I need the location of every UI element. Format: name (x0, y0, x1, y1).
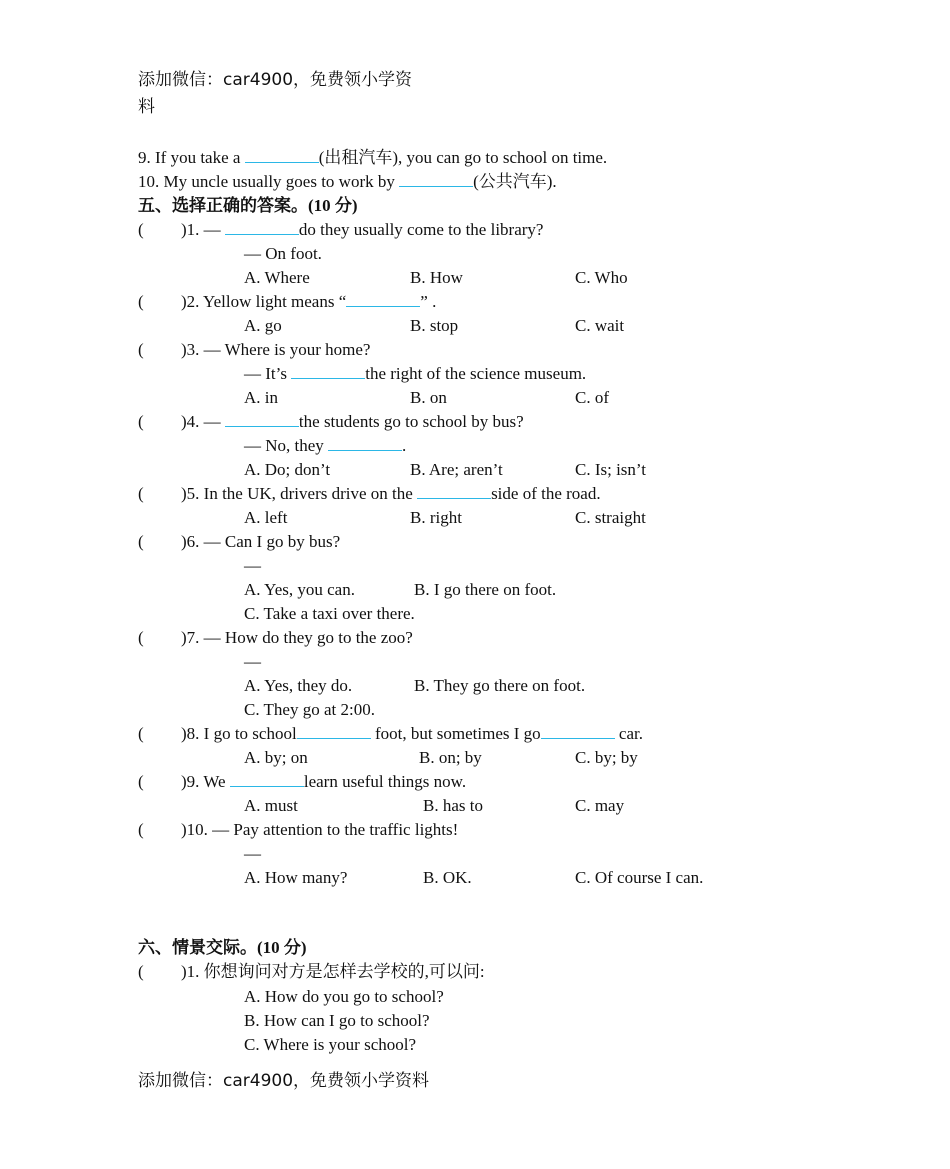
answer-blank[interactable] (328, 436, 402, 451)
option-b[interactable]: B. Are; aren’t (410, 460, 503, 479)
option-a[interactable]: A. Where (244, 268, 310, 287)
answer-blank[interactable] (399, 172, 473, 187)
option-b[interactable]: B. on (410, 388, 447, 407)
response-text: . (402, 436, 407, 455)
option-c[interactable]: C. Is; isn’t (575, 460, 647, 479)
question-text: )7. — How do they go to the zoo? (181, 628, 413, 647)
answer-paren[interactable]: ( (138, 820, 144, 839)
response-text: — No, they (244, 436, 329, 455)
answer-blank[interactable] (297, 724, 371, 739)
answer-paren[interactable]: ( (138, 220, 144, 239)
question-text: )5. In the UK, drivers drive on the (181, 484, 418, 503)
fill-item-10-text: 10. My uncle usually goes to work by (138, 172, 400, 191)
question-1-response: — On foot. (244, 244, 322, 263)
option-c[interactable]: C. may (575, 796, 625, 815)
question-text: the students go to school by bus? (298, 412, 524, 431)
header-wechat-line2: 料 (138, 97, 155, 117)
option-c[interactable]: C. Where is your school? (244, 1035, 417, 1054)
option-a[interactable]: A. How do you go to school? (244, 987, 444, 1006)
question-text: car. (614, 724, 643, 743)
fill-item-9-hint: (出租汽车), you can go to school on time. (318, 148, 608, 167)
section-6-title: 六、情景交际。(10 分) (138, 938, 307, 957)
response-text: — It’s (244, 364, 292, 383)
question-text: )8. I go to school (181, 724, 297, 743)
option-c[interactable]: C. Take a taxi over there. (244, 604, 415, 623)
question-text: )9. We (181, 772, 230, 791)
answer-blank[interactable] (245, 148, 319, 163)
answer-blank[interactable] (346, 292, 420, 307)
question-text: learn useful things now. (303, 772, 467, 791)
option-a[interactable]: A. by; on (244, 748, 308, 767)
answer-paren[interactable]: ( (138, 484, 144, 503)
answer-paren[interactable]: ( (138, 628, 144, 647)
option-a[interactable]: A. Yes, they do. (244, 676, 353, 695)
answer-paren[interactable]: ( (138, 340, 144, 359)
fill-item-9-text: 9. If you take a (138, 148, 245, 167)
response-dash: — (244, 844, 261, 863)
option-b[interactable]: B. How can I go to school? (244, 1011, 430, 1030)
option-c[interactable]: C. by; by (575, 748, 638, 767)
option-a[interactable]: A. How many? (244, 868, 348, 887)
answer-paren[interactable]: ( (138, 532, 144, 551)
question-text: foot, but sometimes I go (370, 724, 541, 743)
fill-item-10-hint: (公共汽车). (473, 172, 557, 191)
option-b[interactable]: B. has to (423, 796, 483, 815)
question-text: )2. Yellow light means “ (181, 292, 347, 311)
question-text: side of the road. (491, 484, 601, 503)
option-b[interactable]: B. They go there on foot. (414, 676, 586, 695)
option-b[interactable]: B. on; by (419, 748, 482, 767)
answer-paren[interactable]: ( (138, 724, 144, 743)
answer-paren[interactable]: ( (138, 962, 144, 981)
option-a[interactable]: A. Do; don’t (244, 460, 331, 479)
section-5-title: 五、选择正确的答案。(10 分) (138, 196, 358, 215)
fill-item-10 (138, 171, 557, 193)
answer-blank[interactable] (291, 364, 365, 379)
question-text: do they usually come to the library? (298, 220, 544, 239)
question-text: ” . (420, 292, 437, 311)
answer-paren[interactable]: ( (138, 292, 144, 311)
question-text: )10. — Pay attention to the traffic lights! (181, 820, 459, 839)
answer-blank[interactable] (230, 772, 304, 787)
option-c[interactable]: C. of (575, 388, 609, 407)
question-text: )1. — (181, 220, 225, 239)
question-3-response (244, 363, 586, 385)
option-b[interactable]: B. right (410, 508, 462, 527)
answer-blank[interactable] (541, 724, 615, 739)
option-c[interactable]: C. Who (575, 268, 628, 287)
answer-paren[interactable]: ( (138, 772, 144, 791)
header-wechat-line1: 添加微信：car4900，免费领小学资 (138, 70, 413, 90)
option-c[interactable]: C. wait (575, 316, 625, 335)
option-c[interactable]: C. Of course I can. (575, 868, 704, 887)
answer-blank[interactable] (417, 484, 491, 499)
option-b[interactable]: B. How (410, 268, 463, 287)
question-text: )3. — Where is your home? (181, 340, 371, 359)
answer-blank[interactable] (225, 220, 299, 235)
option-a[interactable]: A. left (244, 508, 288, 527)
option-a[interactable]: A. go (244, 316, 282, 335)
option-b[interactable]: B. OK. (423, 868, 472, 887)
question-text: )1. 你想询问对方是怎样去学校的,可以问: (181, 962, 485, 981)
response-dash: — (244, 556, 261, 575)
response-dash: — (244, 652, 261, 671)
option-b[interactable]: B. I go there on foot. (414, 580, 557, 599)
option-c[interactable]: C. They go at 2:00. (244, 700, 375, 719)
answer-paren[interactable]: ( (138, 412, 144, 431)
option-b[interactable]: B. stop (410, 316, 459, 335)
question-4-response (244, 435, 406, 457)
option-a[interactable]: A. must (244, 796, 298, 815)
option-a[interactable]: A. in (244, 388, 278, 407)
question-text: )6. — Can I go by bus? (181, 532, 341, 551)
option-a[interactable]: A. Yes, you can. (244, 580, 355, 599)
question-text: )4. — (181, 412, 225, 431)
response-text: the right of the science museum. (365, 364, 587, 383)
footer-wechat: 添加微信：car4900，免费领小学资料 (138, 1071, 430, 1091)
answer-blank[interactable] (225, 412, 299, 427)
fill-item-9 (138, 147, 607, 169)
option-c[interactable]: C. straight (575, 508, 646, 527)
